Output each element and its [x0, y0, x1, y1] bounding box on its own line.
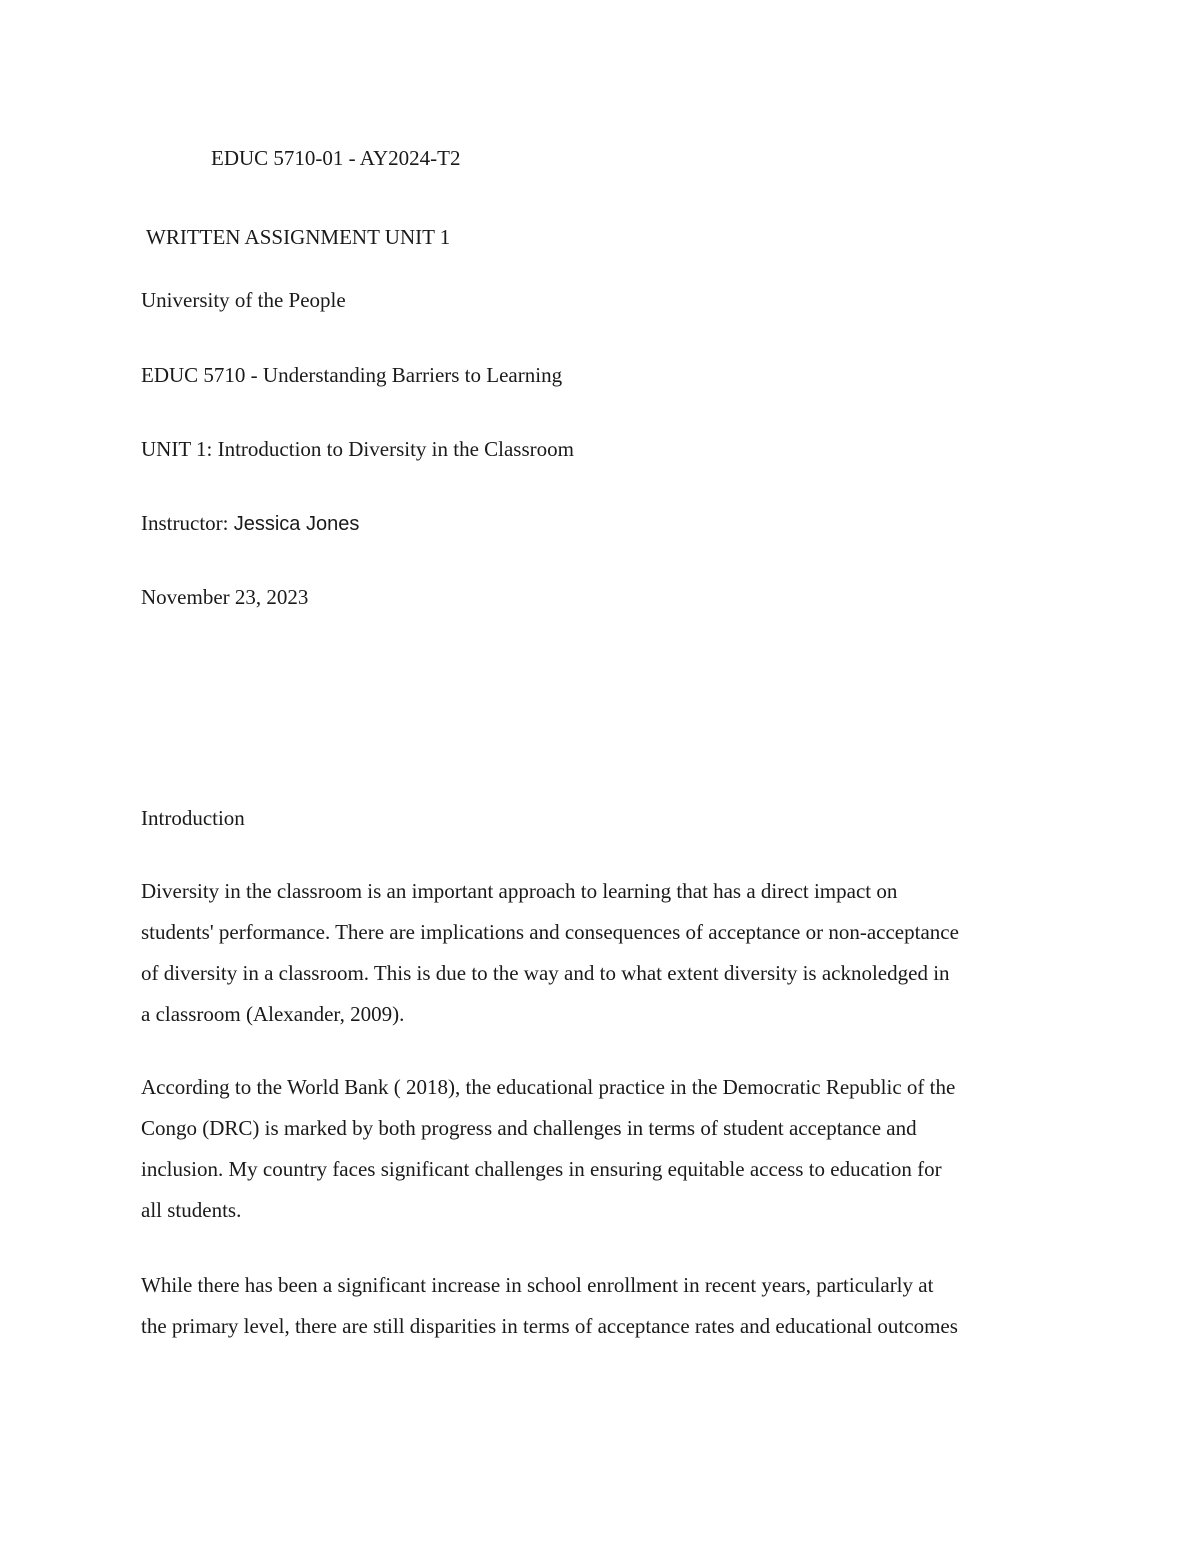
assignment-title: WRITTEN ASSIGNMENT UNIT 1 — [146, 225, 451, 249]
instructor-label: Instructor: — [141, 511, 234, 535]
submission-date: November 23, 2023 — [141, 585, 309, 609]
paragraph — [141, 871, 1071, 1035]
paragraph-line: students' performance. There are implications and consequences of acceptance or non-acceptance — [141, 920, 959, 944]
paragraph-line: Congo (DRC) is marked by both progress and challenges in terms of student acceptance and — [141, 1116, 917, 1140]
paragraph-line: According to the World Bank ( 2018), the educational practice in the Democratic Republic of the — [141, 1075, 956, 1099]
paragraph-line: a classroom (Alexander, 2009). — [141, 1002, 405, 1026]
paragraph-line: While there has been a significant increase in school enrollment in recent years, particularly at — [141, 1273, 934, 1297]
instructor-line — [141, 510, 359, 537]
paragraph — [141, 1067, 1071, 1231]
instructor-name: Jessica Jones — [233, 513, 360, 535]
university-name: University of the People — [141, 288, 346, 312]
paragraph-line: the primary level, there are still disparities in terms of acceptance rates and educational outcomes — [141, 1314, 958, 1338]
unit-title: UNIT 1: Introduction to Diversity in the Classroom — [141, 437, 574, 461]
section-heading-introduction: Introduction — [141, 806, 245, 830]
paragraph-line: Diversity in the classroom is an important approach to learning that has a direct impact on — [141, 879, 898, 903]
course-name: EDUC 5710 - Understanding Barriers to Learning — [141, 363, 563, 387]
paragraph-line: inclusion. My country faces significant challenges in ensuring equitable access to education for — [141, 1157, 942, 1181]
paragraph-line: all students. — [141, 1198, 242, 1222]
course-code: EDUC 5710-01 - AY2024-T2 — [211, 146, 461, 170]
paragraph — [141, 1265, 1071, 1347]
paragraph-line: of diversity in a classroom. This is due to the way and to what extent diversity is acknoledged in — [141, 961, 950, 985]
